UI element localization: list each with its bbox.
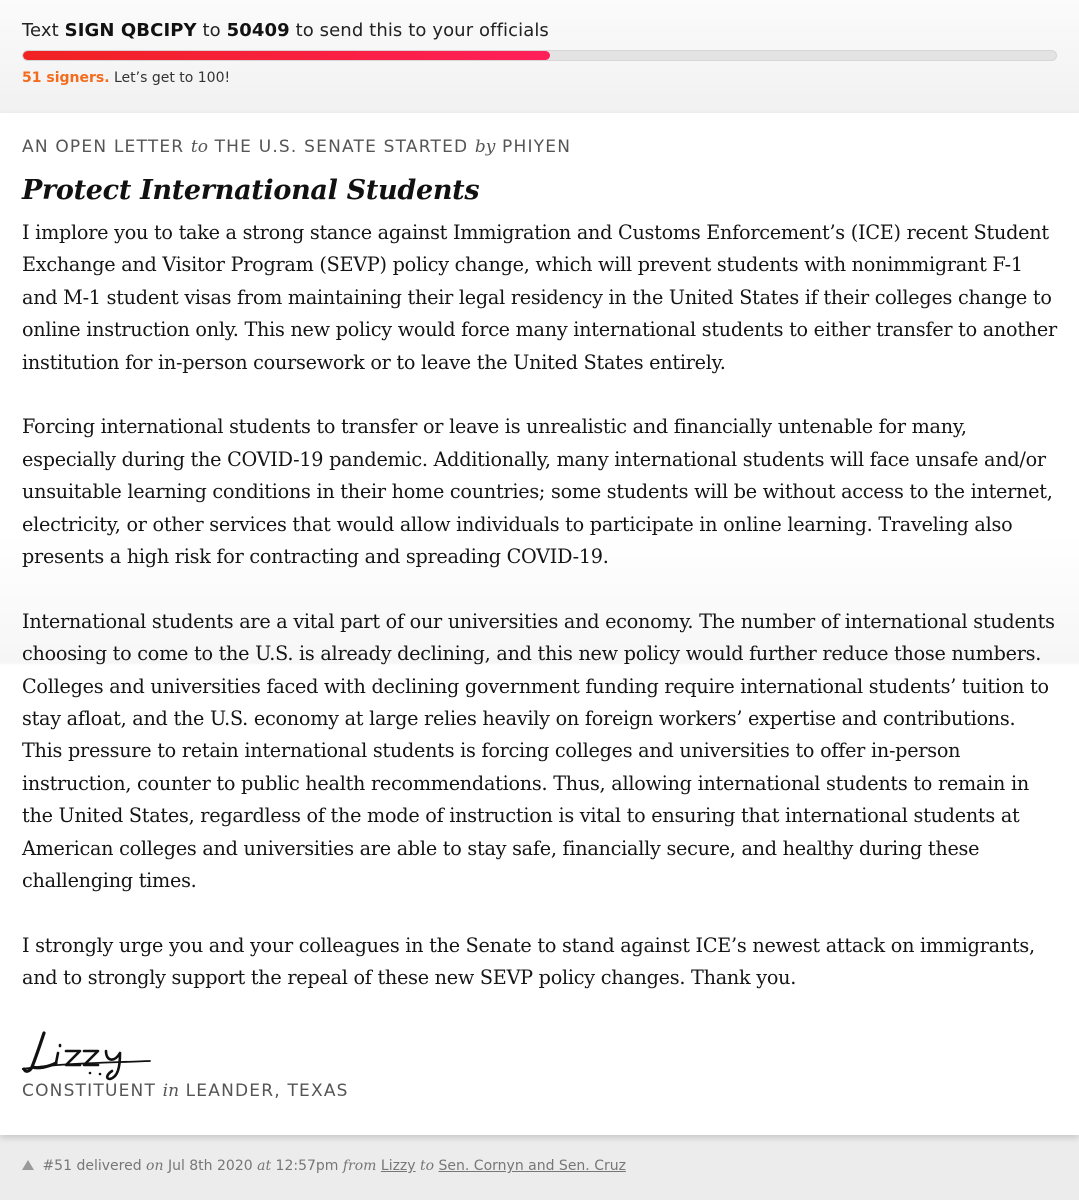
letter-paragraph: International students are a vital part of our universities and economy. The number of international students choosing to come to the U.S. is already declining, and this new policy would further reduce those numbers. Colleges and universities faced with declining government funding require international students’ tuition to stay afloat, and the U.S. economy at large relies heavily on foreign workers’ expertise and contributions. This pressure to retain international students is forcing colleges and universities to offer in-person instruction, counter to public health recommendations. Thus, allowing international students to remain in the United States, regardless of the mode of instruction is vital to ensuring that international students at American colleges and universities are able to stay safe, financially secure, and healthy during these challenging times. [22, 609, 1055, 893]
sms-middle: to [202, 20, 221, 41]
footer-at: at [257, 1158, 272, 1174]
footer-from: from [342, 1158, 377, 1174]
sms-number: 50409 [226, 20, 290, 41]
delivery-time: 12:57pm [275, 1158, 339, 1174]
recipients-link[interactable]: Sen. Cornyn and Sen. Cruz [438, 1158, 626, 1174]
letter-title: Protect International Students [22, 175, 480, 206]
eyebrow-author: PHIYEN [502, 137, 572, 157]
triangle-icon [22, 1160, 34, 1170]
eyebrow-to: to [190, 137, 208, 157]
footer-on: on [146, 1158, 164, 1174]
sms-keyword: SIGN QBCIPY [64, 20, 197, 41]
delivery-footer [22, 1158, 626, 1174]
eyebrow-by: by [474, 137, 496, 157]
signer-progress-bar [22, 50, 1057, 61]
letter-body [22, 217, 1057, 995]
sms-prefix: Text [22, 20, 59, 41]
constituent-city: LEANDER, TEXAS [185, 1081, 349, 1102]
footer-to: to [420, 1158, 435, 1174]
sms-suffix: to send this to your officials [295, 20, 549, 41]
constituent-in: in [162, 1081, 180, 1102]
signature-drawing [22, 1023, 152, 1081]
sms-instruction [22, 20, 1057, 41]
letter-paragraph: I implore you to take a strong stance against Immigration and Customs Enforcement’s (ICE) recent Student Exchange and Visitor Program (SEVP) policy change, which will prevent students with nonimmigrant F-1 and M-1 student visas from maintaining their legal residency in the United States if their colleges change to online instruction only. This new policy would force many international students to either transfer to another institution for in-person coursework or to leave the United States entirely. [22, 221, 1057, 374]
sms-banner [0, 0, 1079, 113]
eyebrow-open-letter: AN OPEN LETTER [22, 137, 185, 157]
constituent-location [22, 1081, 1057, 1101]
delivery-date: Jul 8th 2020 [167, 1158, 253, 1174]
letter-paragraph: I strongly urge you and your colleagues in the Senate to stand against ICE’s newest attack on immigrants, and to strongly support the repeal of these new SEVP policy changes. Thank you. [22, 933, 1035, 990]
signer-goal: Let’s get to 100! [113, 70, 231, 86]
signer-progress-fill [23, 51, 550, 60]
letter-paragraph: Forcing international students to transfer or leave is unrealistic and financially untenable for many, especially during the COVID-19 pandemic. Additionally, many international students will face unsafe and/or unsuitable learning conditions in their home countries; some students will be without access to the internet, electricity, or other services that would allow individuals to participate in online learning. Traveling also presents a high risk for contracting and spreading COVID-19. [22, 415, 1053, 569]
signer-count: 51 signers. [22, 70, 110, 86]
signer-status [22, 70, 1057, 86]
constituent-label: CONSTITUENT [22, 1081, 157, 1102]
letter-card [0, 113, 1079, 1135]
sender-link[interactable]: Lizzy [380, 1158, 416, 1174]
eyebrow-recipient: THE U.S. SENATE STARTED [214, 137, 469, 157]
handwritten-signature [22, 1023, 152, 1081]
delivery-number: #51 delivered [42, 1158, 142, 1174]
letter-eyebrow [22, 137, 1057, 157]
